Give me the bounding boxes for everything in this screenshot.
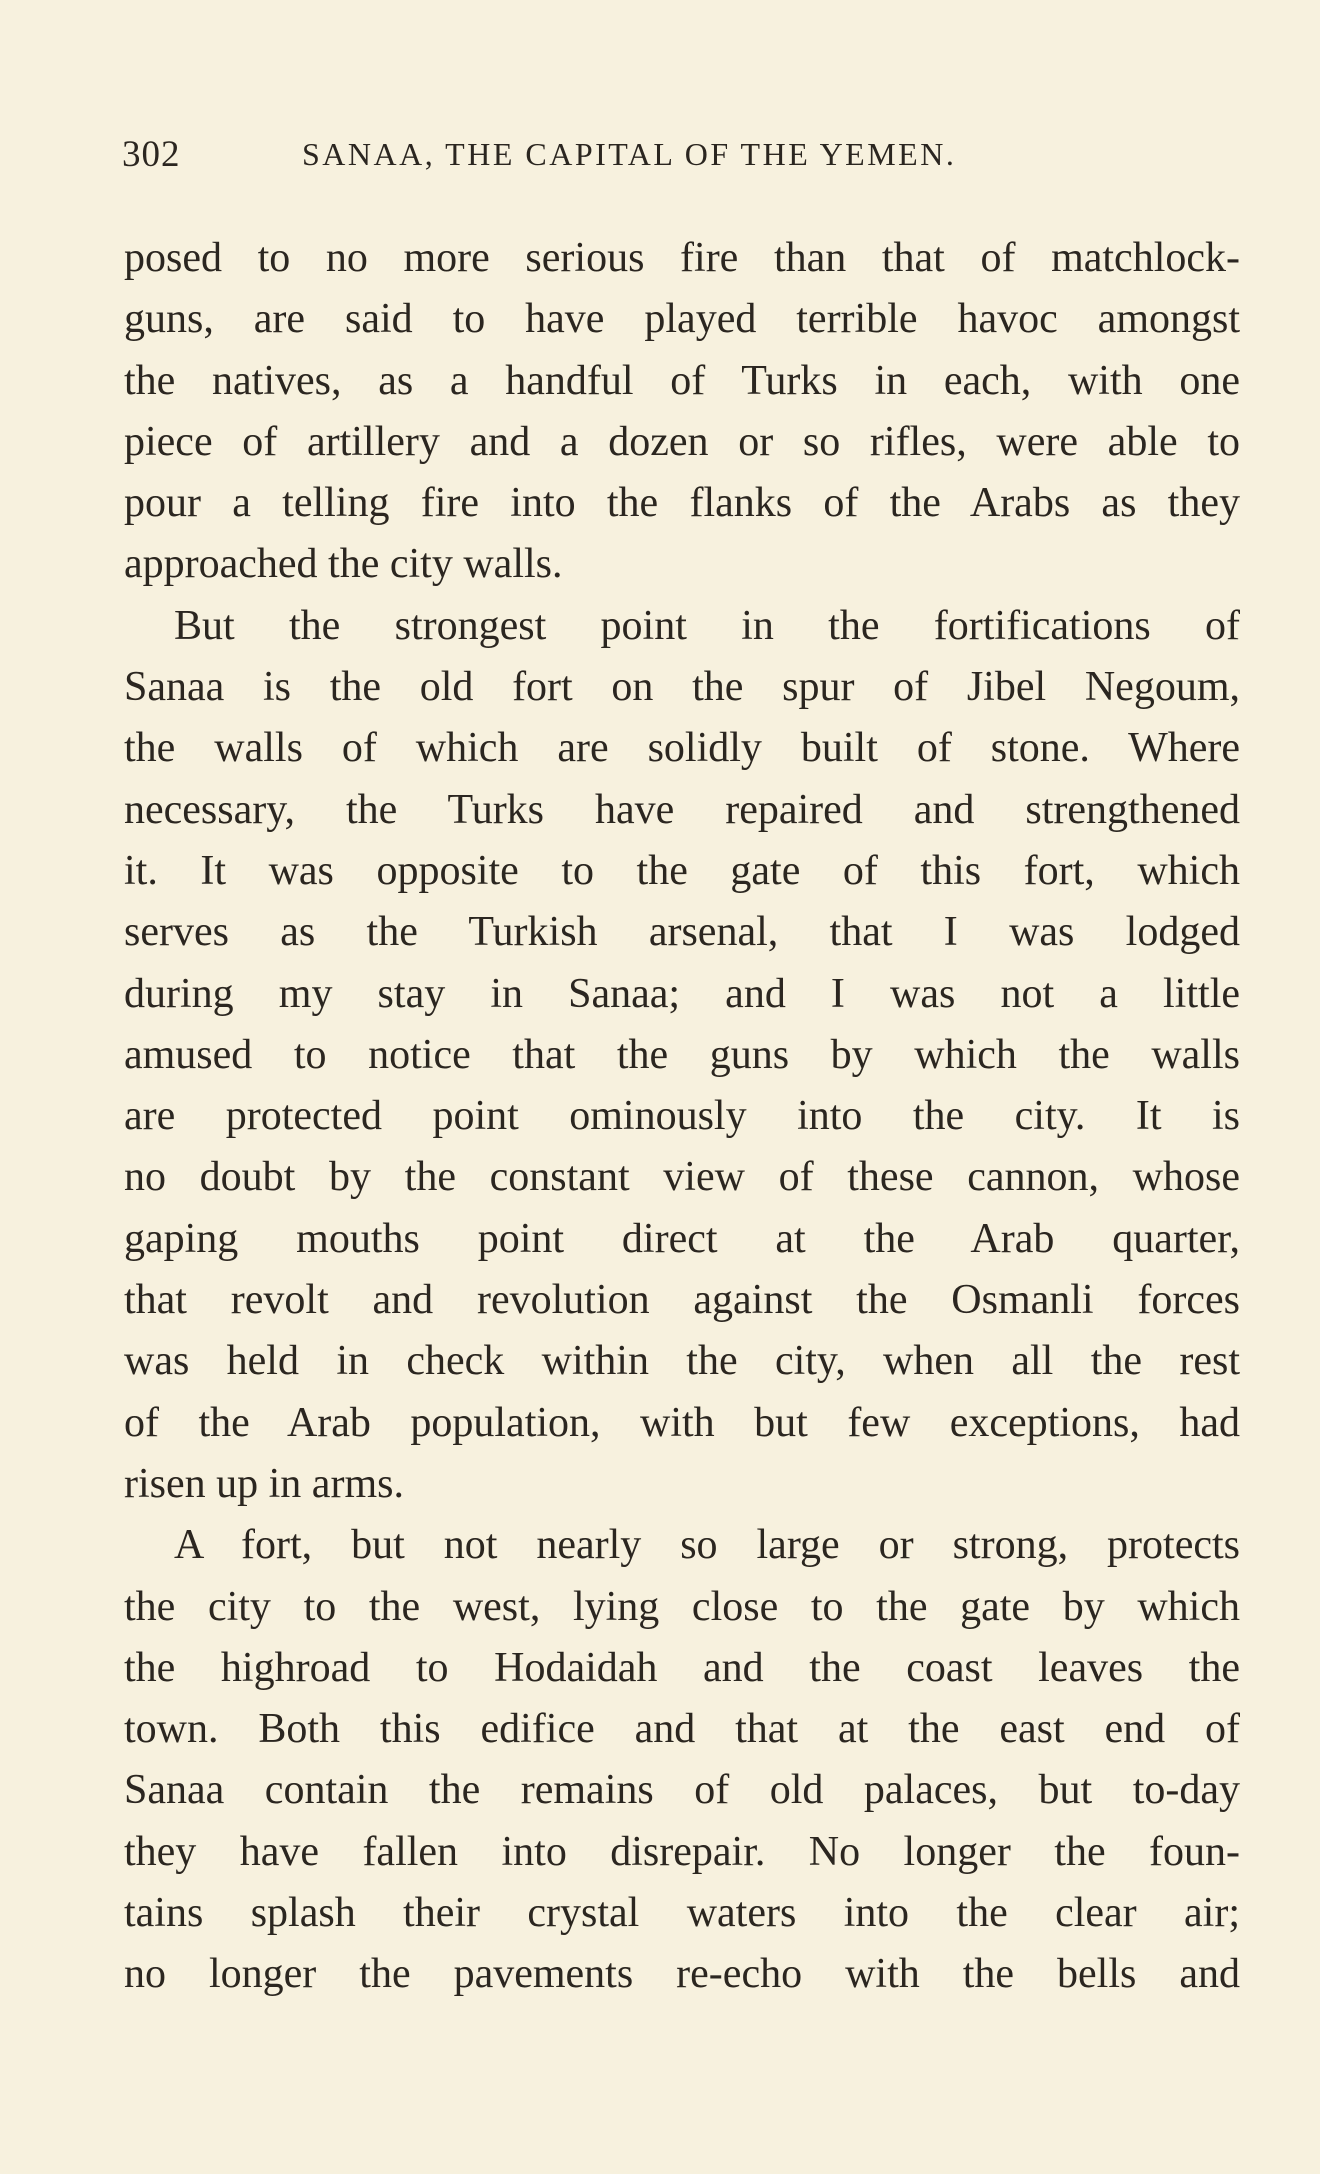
text-line: the natives, as a handful of Turks in each, with one <box>124 357 1240 404</box>
text-line: approached the city walls. <box>124 541 563 588</box>
text-line: Sanaa is the old fort on the spur of Jibel Negoum, <box>124 664 1240 711</box>
text-line: guns, are said to have played terrible havoc amongst <box>124 296 1240 343</box>
text-line: was held in check within the city, when all the rest <box>124 1338 1240 1385</box>
text-line: the walls of which are solidly built of stone. Where <box>124 725 1240 772</box>
paragraph-first-line: A fort, but not nearly so large or strong, protects <box>174 1522 1240 1569</box>
text-line: gaping mouths point direct at the Arab quarter, <box>124 1215 1240 1262</box>
text-line: are protected point ominously into the city. It is <box>124 1093 1240 1140</box>
text-line: piece of artillery and a dozen or so rifles, were able to <box>124 418 1240 465</box>
text-line: during my stay in Sanaa; and I was not a little <box>124 970 1240 1017</box>
running-head <box>122 133 1242 183</box>
body-text <box>124 228 1240 2006</box>
text-line: no longer the pavements re-echo with the bells and <box>124 1951 1240 1998</box>
text-line: that revolt and revolution against the Osmanli forces <box>124 1277 1240 1324</box>
text-line: they have fallen into disrepair. No longer the foun- <box>124 1828 1240 1875</box>
text-line: town. Both this edifice and that at the east end of <box>124 1706 1240 1753</box>
text-line: of the Arab population, with but few exceptions, had <box>124 1399 1240 1446</box>
text-line: no doubt by the constant view of these cannon, whose <box>124 1154 1240 1201</box>
text-line: it. It was opposite to the gate of this fort, which <box>124 847 1240 894</box>
text-line: posed to no more serious fire than that of matchlock- <box>124 235 1240 281</box>
text-line: pour a telling fire into the flanks of the Arabs as they <box>124 480 1240 527</box>
text-line: the highroad to Hodaidah and the coast leaves the <box>124 1644 1240 1691</box>
running-title: SANAA, THE CAPITAL OF THE YEMEN. <box>302 136 957 172</box>
text-line: necessary, the Turks have repaired and strengthened <box>124 786 1240 833</box>
text-line: the city to the west, lying close to the gate by which <box>124 1583 1240 1630</box>
page-number: 302 <box>122 134 181 175</box>
text-line: tains splash their crystal waters into the clear air; <box>124 1890 1240 1937</box>
text-line: serves as the Turkish arsenal, that I was lodged <box>124 909 1240 956</box>
text-line: Sanaa contain the remains of old palaces, but to-day <box>124 1767 1240 1814</box>
paragraph-first-line: But the strongest point in the fortifications of <box>174 602 1240 649</box>
text-line: amused to notice that the guns by which the walls <box>124 1031 1240 1078</box>
text-line: risen up in arms. <box>124 1460 404 1507</box>
